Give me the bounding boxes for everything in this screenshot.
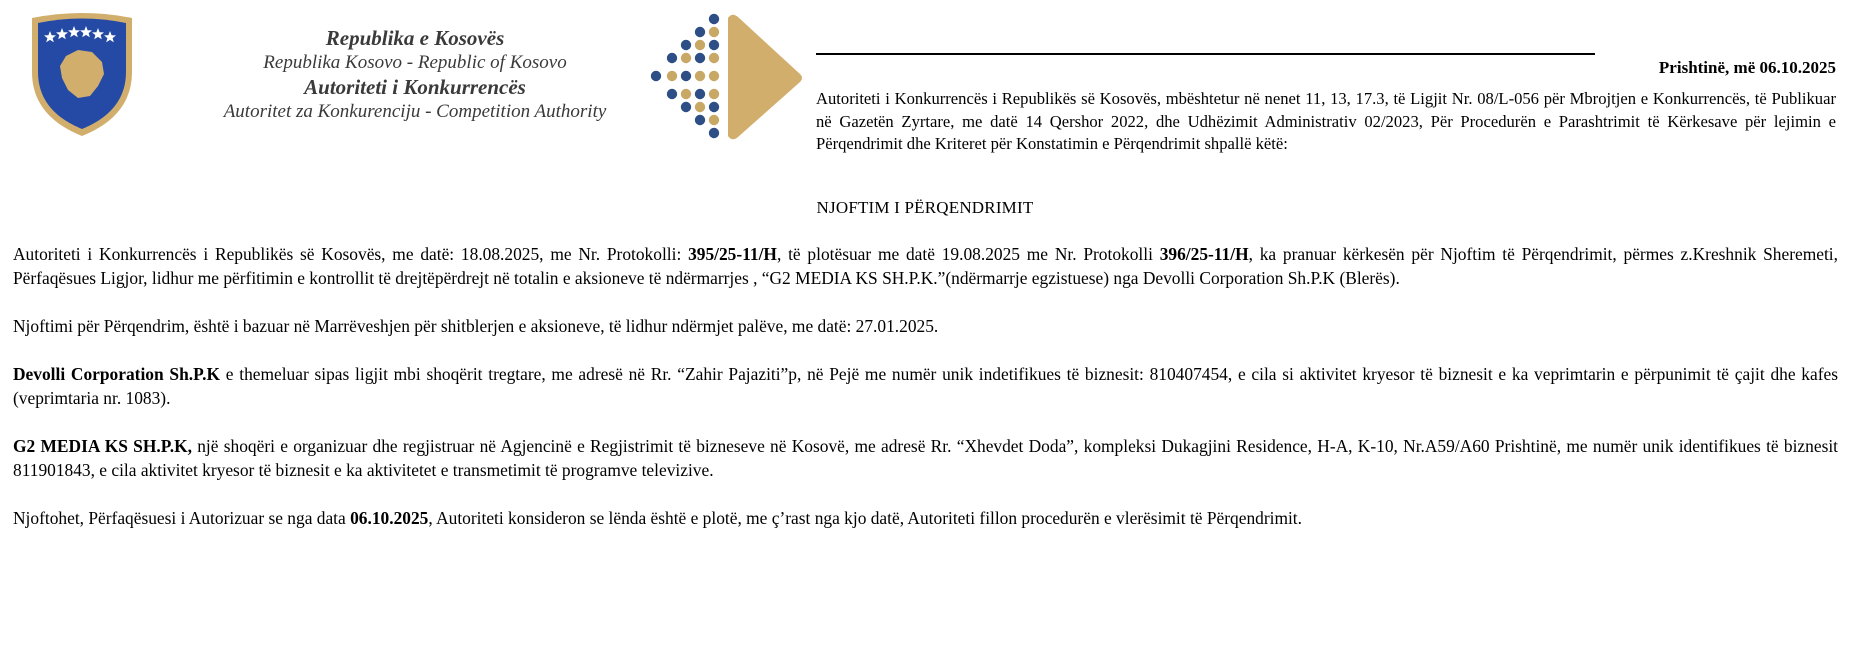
protocol-number-1: 395/25-11/H (688, 244, 777, 264)
paragraph-request (13, 242, 1838, 290)
org-name-sq: Republika e Kosovës (325, 26, 505, 50)
target-description: një shoqëri e organizuar dhe regjistruar në Agjencinë e Regjistrimit të bizneseve në Kosovë, me adresë Rr. “Xhevdet Doda”, kompleksi Dukagjini Residence, H-A, K-10, Nr.A59/A60 Prishtinë, me numër unik identifikues të biznesit 811901843, e cila aktivitet kryesor të biznesit e ka aktivitetet e transmetimit të programve televizive. (13, 436, 1839, 480)
paragraph-target (13, 434, 1838, 482)
org-name-alt: Republika Kosovo - Republic of Kosovo (263, 52, 567, 73)
authority-name-alt: Autoritet za Konkurenciju - Competition Authority (223, 101, 607, 122)
buyer-description: e themeluar sipas ligjit mbi shoqërit tregtare, me adresë në Rr. “Zahir Pajaziti”p, në Pejë me numër unik indetifikues të biznesit: 810407454, e cila si aktivitet kryesor të biznesit e ka veprimtarin e përpunimit të çajit dhe kafes (veprimtaria nr. 1083). (13, 364, 1838, 408)
buyer-name: Devolli Corporation Sh.P.K (13, 364, 221, 384)
intro-paragraph: Autoriteti i Konkurrencës i Republikës së Kosovës, mbështetur në nenet 11, 13, 17.3, të Ligjit Nr. 08/L-056 për Mbrojtjen e Konkurrencës, të Publikuar në Gazetën Zyrtare, me datë 14 Qershor 2022, dhe Udhëzimit Administrativ 02/2023, Për Procedurën e Parashtrimit të Kërkesave për lejimin e Përqendrimit dhe Kriteret për Konstatimin e Përqendrimit shpallë këtë: (816, 89, 1836, 153)
p1-text-c: , ka pranuar kërkesën për Njoftim të Përqendrimit, përmes z.Kreshnik Sheremeti, Përfaqësues Ligjor, lidhur me përfitimin e kontrollit të drejtëpërdrejt në totalin e aksioneve të ndërmarrjes , “G2 MEDIA KS SH.P.K.”(ndërmarrje egzistuese) nga Devolli Corporation Sh.P.K (Blerës). (13, 244, 1838, 288)
p1-text-a: Autoriteti i Konkurrencës i Republikës së Kosovës, me datë: 18.08.2025, me Nr. Protokolli: (13, 244, 689, 264)
notice-body (13, 242, 1838, 554)
protocol-number-2: 396/25-11/H (1159, 244, 1249, 264)
p5-text-a: Njoftohet, Përfaqësuesi i Autorizuar se nga data (13, 508, 351, 528)
header-rule (816, 53, 1595, 55)
notice-title: NJOFTIM I PËRQENDRIMIT (816, 198, 1034, 217)
target-name: G2 MEDIA KS SH.P.K, (13, 436, 192, 456)
paragraph-buyer (13, 362, 1838, 410)
p1-text-b: , të plotësuar me datë 19.08.2025 me Nr. Protokolli (776, 244, 1160, 264)
p5-text-b: , Autoriteti konsideron se lënda është e plotë, me ç’rast nga kjo datë, Autoriteti fillon procedurën e vlerësimit të Përqendrimit. (428, 508, 1302, 528)
notification-date: 06.10.2025 (350, 508, 429, 528)
organisation-header (200, 26, 630, 124)
document-date: Prishtinë, më 06.10.2025 (1658, 58, 1836, 77)
paragraph-notification (13, 506, 1838, 530)
kosovo-coat-of-arms-icon (26, 12, 138, 140)
paragraph-agreement: Njoftimi për Përqendrim, është i bazuar në Marrëveshjen për shitblerjen e aksioneve, të lidhur ndërmjet palëve, me datë: 27.01.2025. (13, 316, 939, 336)
authority-name-sq: Autoriteti i Konkurrencës (304, 75, 526, 99)
competition-authority-logo-icon (648, 12, 804, 140)
